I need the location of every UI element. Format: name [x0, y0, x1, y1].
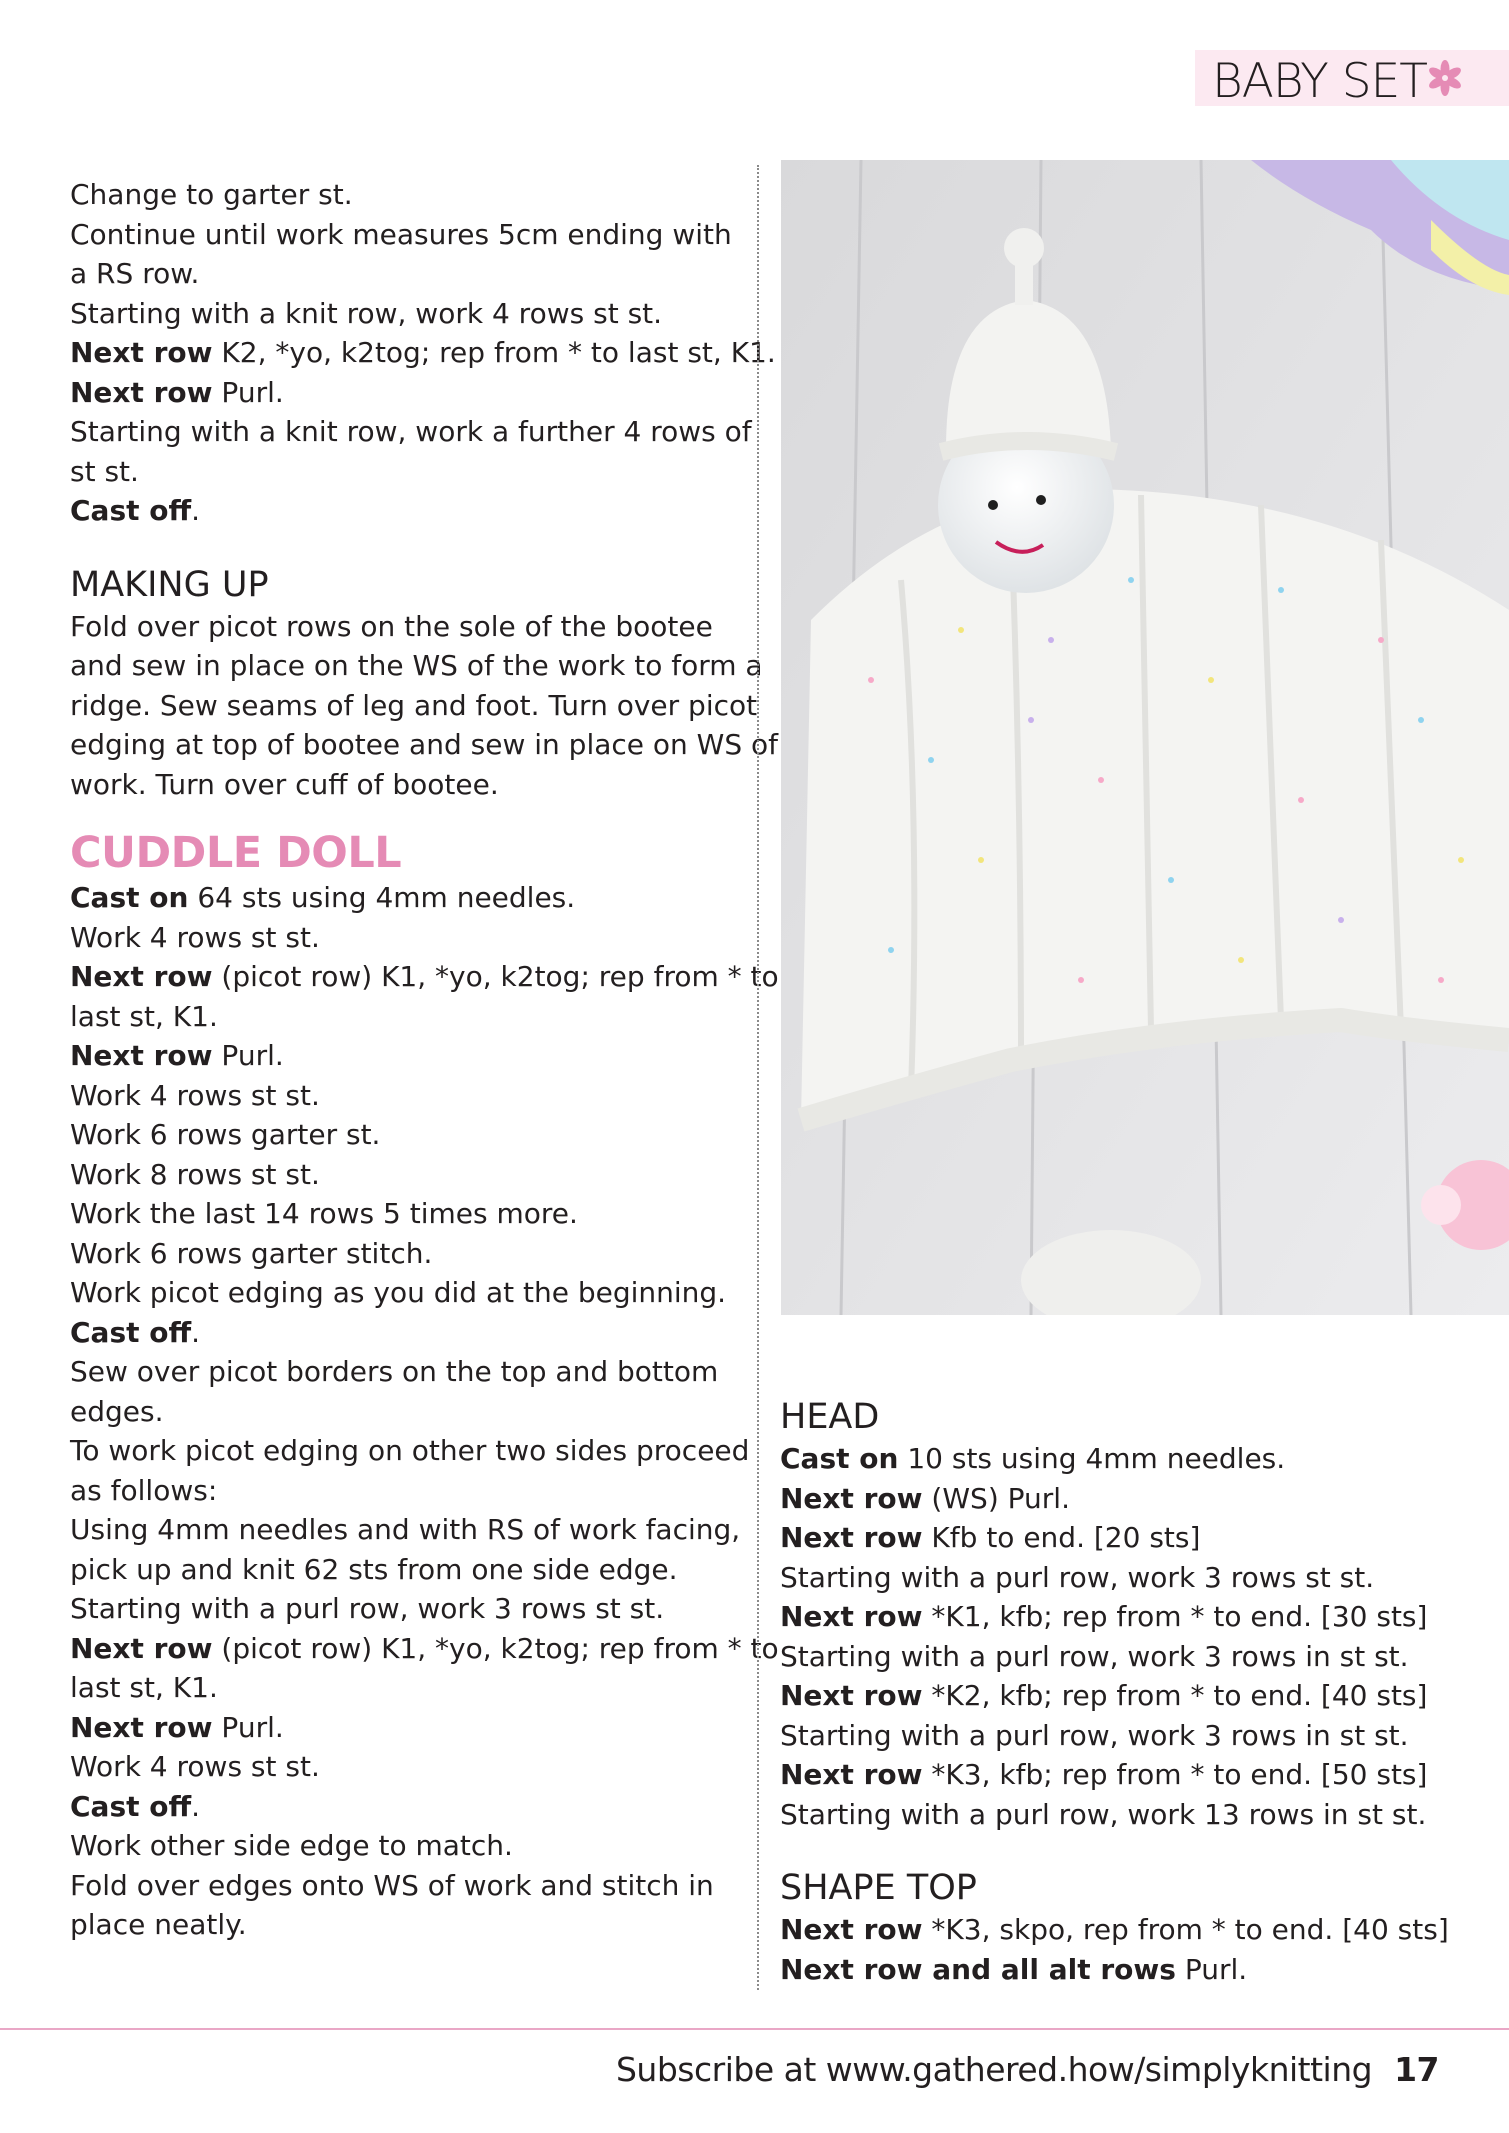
section-tag: [1195, 50, 1509, 109]
instruction-line: Next row Kfb to end. [20 sts]: [780, 1521, 1201, 1554]
instruction-line: Fold over edges onto WS of work and stitch in: [70, 1868, 714, 1902]
instruction-line: Next row Purl.: [70, 1039, 284, 1072]
instruction-line: Next row and all alt rows Purl.: [780, 1952, 1248, 1986]
instruction-line: st st.: [70, 454, 139, 488]
instruction-line: last st, K1.: [70, 999, 218, 1033]
instruction-line: Work 8 rows st st.: [70, 1157, 320, 1191]
instruction-line: Next row *K2, kfb; rep from * to end. [40 sts]: [780, 1679, 1428, 1712]
column-divider: [757, 165, 759, 1990]
footer-rule: [0, 2028, 1509, 2030]
instruction-line: Continue until work measures 5cm ending with: [70, 217, 732, 251]
paragraph-line: work. Turn over cuff of bootee.: [70, 767, 499, 801]
instruction-line: Starting with a knit row, work 4 rows st st.: [70, 296, 663, 330]
instruction-line: Cast off.: [70, 494, 201, 527]
head-instructions: [780, 1439, 1480, 1834]
making-up-heading: MAKING UP: [70, 564, 269, 605]
instruction-line: Work 6 rows garter st.: [70, 1118, 381, 1151]
paragraph-line: Fold over picot rows on the sole of the bootee: [70, 609, 713, 643]
instruction-line: Work 6 rows garter stitch.: [70, 1236, 433, 1270]
head-heading: HEAD: [780, 1397, 880, 1437]
instruction-line: Starting with a purl row, work 3 rows st st.: [70, 1592, 665, 1625]
making-up-text: [70, 607, 779, 805]
section-tag-label: BABY SET: [1212, 54, 1428, 109]
instruction-line: Starting with a purl row, work 3 rows in st st.: [780, 1718, 1409, 1752]
cuddle-doll-photo: [781, 160, 1509, 1315]
instruction-line: Work other side edge to match.: [70, 1829, 513, 1862]
instruction-line: pick up and knit 62 sts from one side edge.: [70, 1552, 678, 1586]
instruction-line: Work 4 rows st st.: [70, 1750, 320, 1783]
instruction-line: Cast off.: [70, 1315, 201, 1349]
paragraph-line: ridge. Sew seams of leg and foot. Turn over picot: [70, 688, 758, 722]
instruction-line: To work picot edging on other two sides proceed: [70, 1434, 750, 1467]
instruction-line: last st, K1.: [70, 1671, 218, 1704]
instruction-line: Cast on 64 sts using 4mm needles.: [70, 881, 576, 914]
instruction-line: Next row Purl.: [70, 375, 284, 409]
instruction-line: Next row (picot row) K1, *yo, k2tog; rep from * to: [70, 960, 779, 993]
instruction-line: Starting with a purl row, work 13 rows in st st.: [780, 1797, 1427, 1831]
instruction-line: Cast on 10 sts using 4mm needles.: [780, 1442, 1286, 1475]
paragraph-line: edging at top of bootee and sew in place on WS of: [70, 728, 779, 761]
instruction-line: Starting with a purl row, work 3 rows in st st.: [780, 1639, 1409, 1673]
instruction-line: edges.: [70, 1394, 164, 1428]
instruction-line: Next row Purl.: [70, 1710, 284, 1744]
shape-top-instructions: [780, 1910, 1480, 1989]
instruction-line: Starting with a purl row, work 3 rows st st.: [780, 1560, 1375, 1594]
instruction-line: Work 4 rows st st.: [70, 920, 320, 954]
left-column: [70, 175, 779, 1945]
instruction-line: Cast off.: [70, 1789, 201, 1823]
instruction-line: a RS row.: [70, 257, 200, 290]
page-number: 17: [1394, 2050, 1439, 2089]
instruction-line: Using 4mm needles and with RS of work facing,: [70, 1513, 741, 1546]
instruction-line: Work 4 rows st st.: [70, 1078, 320, 1112]
intro-instructions: [70, 175, 776, 531]
cuddle-doll-heading: CUDDLE DOLL: [70, 828, 402, 878]
page-footer: [616, 2050, 1439, 2089]
instruction-line: Next row (picot row) K1, *yo, k2tog; rep from * to: [70, 1631, 779, 1665]
instruction-line: Work the last 14 rows 5 times more.: [70, 1197, 578, 1230]
cuddle-doll-instructions: [70, 878, 779, 1945]
flower-icon: [1427, 54, 1463, 102]
instruction-line: Sew over picot borders on the top and bottom: [70, 1355, 719, 1388]
instruction-line: Next row *K1, kfb; rep from * to end. [30 sts]: [780, 1600, 1428, 1633]
instruction-line: place neatly.: [70, 1908, 247, 1941]
instruction-line: Next row *K3, skpo, rep from * to end. [40 sts]: [780, 1913, 1449, 1946]
instruction-line: Change to garter st.: [70, 178, 353, 211]
instruction-line: Next row *K3, kfb; rep from * to end. [50 sts]: [780, 1758, 1428, 1791]
instruction-line: as follows:: [70, 1473, 218, 1507]
subscribe-text: Subscribe at www.gathered.how/simplyknitting: [615, 2050, 1373, 2089]
right-column: [780, 1395, 1480, 1989]
instruction-line: Starting with a knit row, work a further 4 rows of: [70, 415, 752, 448]
shape-top-heading: SHAPE TOP: [780, 1868, 977, 1908]
instruction-line: Work picot edging as you did at the beginning.: [70, 1276, 727, 1309]
paragraph-line: and sew in place on the WS of the work to form a: [70, 649, 763, 682]
instruction-line: Next row K2, *yo, k2tog; rep from * to last st, K1.: [70, 336, 776, 369]
instruction-line: Next row (WS) Purl.: [780, 1481, 1070, 1515]
